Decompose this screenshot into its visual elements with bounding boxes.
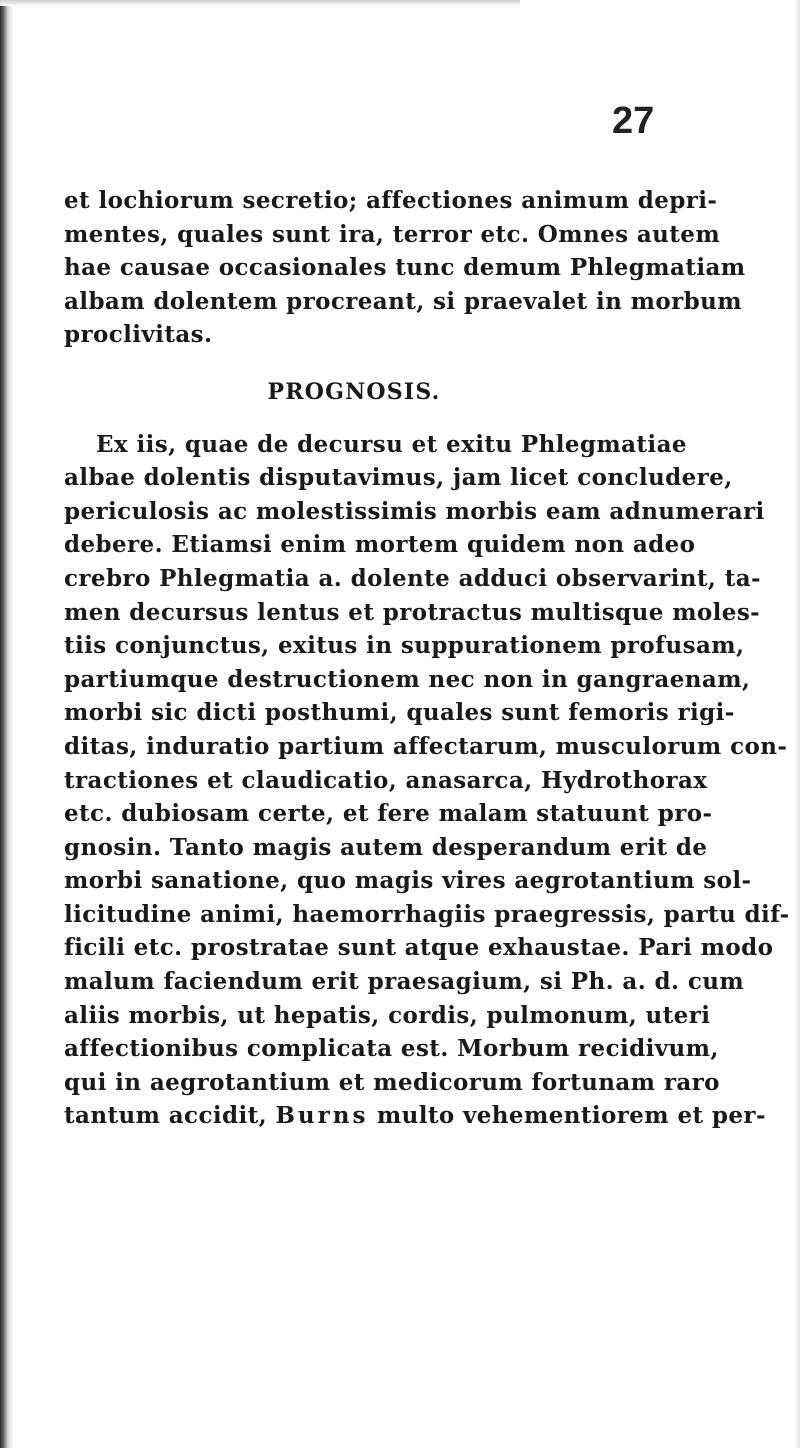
- text-line: ficili etc. prostratae sunt atque exhaustae. Pari modo: [64, 934, 774, 962]
- text-line: mentes, quales sunt ira, terror etc. Omnes autem: [64, 220, 721, 248]
- final-line-start: tantum accidit,: [64, 1102, 268, 1130]
- text-line: licitudine animi, haemorrhagiis praegressis, partu dif-: [64, 900, 790, 928]
- text-line: et lochiorum secretio; affectiones animum depri-: [64, 187, 718, 214]
- paragraph-2: [64, 428, 790, 1133]
- paragraph-1: [64, 184, 746, 352]
- page-body: [64, 184, 790, 1133]
- text-line: crebro Phlegmatia a. dolente adduci observarint, ta-: [64, 564, 761, 592]
- text-line: gnosin. Tanto magis autem desperandum erit de: [64, 833, 708, 861]
- text-line: partiumque destructionem nec non in gangraenam,: [64, 665, 751, 693]
- page-top-edge: [0, 0, 520, 6]
- page-binding-shadow: [0, 0, 14, 1448]
- text-line: affectionibus complicata est. Morbum recidivum,: [64, 1035, 719, 1063]
- text-line: albae dolentis disputavimus, jam licet concludere,: [64, 464, 733, 492]
- page-number: 27: [612, 100, 655, 142]
- text-line: men decursus lentus et protractus multisque moles-: [64, 598, 761, 626]
- text-line: ditas, induratio partium affectarum, musculorum con-: [64, 732, 788, 760]
- text-line: Ex iis, quae de decursu et exitu Phlegmatiae: [96, 430, 687, 458]
- text-line: etc. dubiosam certe, et fere malam statuunt pro-: [64, 800, 713, 828]
- text-line: malum faciendum erit praesagium, si Ph. a. d. cum: [64, 968, 745, 996]
- author-name-burns: Burns: [275, 1102, 369, 1130]
- text-line-final: [64, 1099, 766, 1133]
- final-line-end: multo vehementiorem et per-: [376, 1102, 766, 1130]
- section-heading: PROGNOSIS.: [267, 378, 441, 405]
- text-line: tiis conjunctus, exitus in suppurationem profusam,: [64, 632, 745, 660]
- text-line: periculosis ac molestissimis morbis eam adnumerari: [64, 497, 765, 525]
- text-line: tractiones et claudicatio, anasarca, Hydrothorax: [64, 766, 708, 794]
- text-line: morbi sanatione, quo magis vires aegrotantium sol-: [64, 867, 752, 895]
- text-line: albam dolentem procreant, si praevalet in morbum: [64, 287, 742, 315]
- page-right-edge: [794, 0, 800, 1448]
- text-line: aliis morbis, ut hepatis, cordis, pulmonum, uteri: [64, 1001, 711, 1029]
- text-line: proclivitas.: [64, 321, 213, 349]
- text-line: morbi sic dicti posthumi, quales sunt femoris rigi-: [64, 699, 735, 727]
- text-line: qui in aegrotantium et medicorum fortunam raro: [64, 1068, 720, 1096]
- text-line: hae causae occasionales tunc demum Phlegmatiam: [64, 254, 746, 282]
- text-line: debere. Etiamsi enim mortem quidem non adeo: [64, 531, 696, 559]
